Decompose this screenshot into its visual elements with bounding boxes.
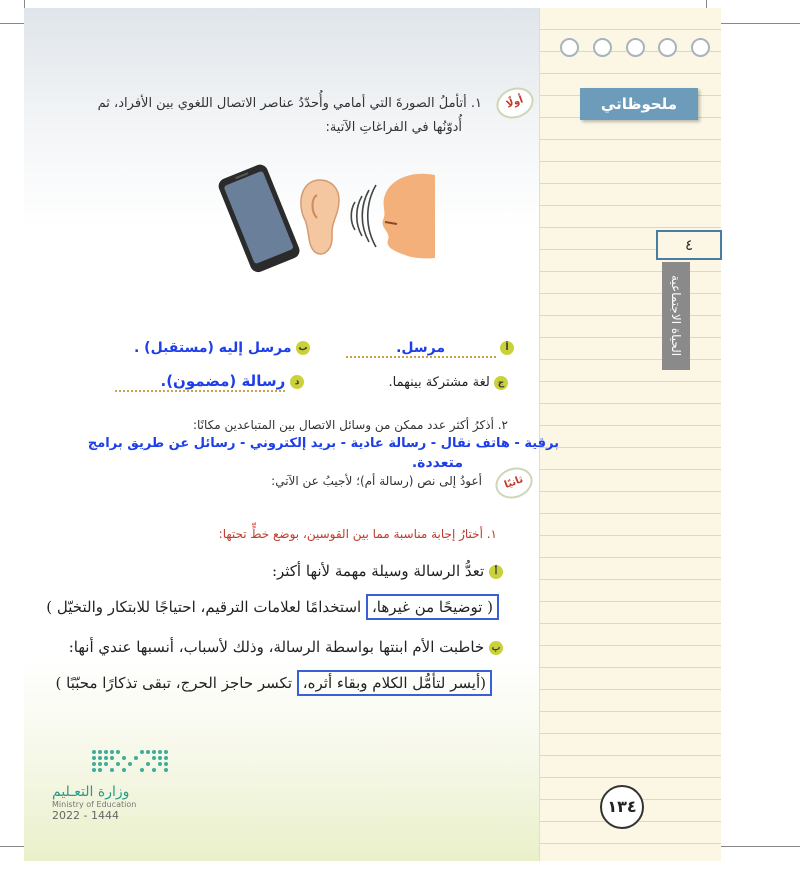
ministry-logo <box>52 748 172 822</box>
ring-icon <box>626 38 645 57</box>
letter-a: أ <box>500 341 514 355</box>
answer-2-line1: برقية - هاتف نقال - رسالة عادية - بريد إلكتروني - رسائل عن طريق برامج <box>87 436 559 451</box>
binder-rings <box>560 38 710 58</box>
ring-icon <box>691 38 710 57</box>
question-2: ٢. أذكرُ أكثر عدد ممكن من وسائل الاتصال بين المتباعدين مكانًا: <box>192 418 508 432</box>
choice-b-question <box>69 638 503 656</box>
letter-d: د <box>290 375 304 389</box>
answer-message: رسالة (مضمون). <box>160 372 286 390</box>
item-d <box>115 372 304 392</box>
blank-a <box>346 340 496 358</box>
mouth-icon <box>382 174 435 259</box>
instruction-1: ١. أختارُ إجابة مناسبة مما بين القوسين، بوضع خطٍّ تحتها: <box>218 527 497 541</box>
answer-sender: مرسل. <box>396 340 446 356</box>
letter-a2: أ <box>489 565 503 579</box>
ring-icon <box>560 38 579 57</box>
question-b-text: خاطبت الأم ابنتها بواسطة الرسالة، وذلك لأسباب، أنسبها عندي أنها: <box>68 638 485 656</box>
selected-answer-b: (أيسر لتأمُّل الكلام وبقاء أثره، <box>297 670 492 696</box>
choice-b-options <box>56 674 492 692</box>
other-options-a: استخدامًا لعلامات الترقيم، احتياجًا للابتكار والتخيّل ) <box>46 598 362 616</box>
item-b <box>134 340 310 356</box>
ministry-name-ar: وزارة التعـليم <box>52 784 130 800</box>
textbook-page <box>24 8 539 861</box>
section-badge-first: أولًا <box>492 82 538 123</box>
item-c <box>389 375 509 390</box>
ear-icon <box>301 180 339 254</box>
communication-illustration <box>205 160 435 275</box>
section-2-intro: أعودُ إلى نص (رسالة أم)؛ لأجيبُ عن الآتي: <box>271 474 482 488</box>
edition-year: 2022 - 1444 <box>52 809 119 822</box>
ring-icon <box>658 38 677 57</box>
notes-title: ملحوظاتي <box>580 88 698 120</box>
page-number: ١٣٤ <box>600 785 644 829</box>
crop-mark <box>0 23 24 24</box>
blank-d <box>115 372 285 392</box>
unit-number: ٤ <box>656 230 722 260</box>
ministry-dots-icon <box>52 748 172 774</box>
crop-mark <box>720 23 800 24</box>
question-1-line2: أُدوّنُها في الفراغاتِ الآتية: <box>325 120 462 135</box>
choice-a-options <box>46 598 499 616</box>
letter-c: ج <box>494 376 508 390</box>
crop-mark <box>24 0 25 8</box>
notes-column <box>539 8 721 861</box>
crop-mark <box>720 846 800 847</box>
letter-b2: ب <box>489 641 503 655</box>
selected-answer-a: ( توضيحًا من غيرها، <box>366 594 499 620</box>
phone-icon <box>216 162 302 274</box>
ministry-name-en: Ministry of Education <box>52 800 137 809</box>
answer-2-line2: متعددة. <box>411 455 463 471</box>
unit-name: الحياة الاجتماعية <box>662 262 690 370</box>
item-a <box>346 340 514 358</box>
ring-icon <box>593 38 612 57</box>
crop-mark <box>0 846 24 847</box>
question-1-line1: ١. أتأملُ الصورةَ التي أمامي وأُحدّدُ عناصر الاتصال اللغوي بين الأفراد، ثم <box>97 96 482 111</box>
answer-receiver: مرسل إليه (مستقبل) . <box>133 340 292 356</box>
question-a-text: تعدُّ الرسالة وسيلة مهمة لأنها أكثر: <box>271 562 485 580</box>
choice-a-question <box>272 562 503 580</box>
other-options-b: تكسر حاجز الحرج، تبقى تذكارًا محبّبًا ) <box>55 674 293 692</box>
section-badge-second: ثانيًا <box>491 462 537 503</box>
letter-b: ب <box>296 341 310 355</box>
sound-waves-icon <box>351 185 376 247</box>
crop-mark <box>706 0 707 8</box>
label-common-language: لغة مشتركة بينهما. <box>388 375 490 390</box>
